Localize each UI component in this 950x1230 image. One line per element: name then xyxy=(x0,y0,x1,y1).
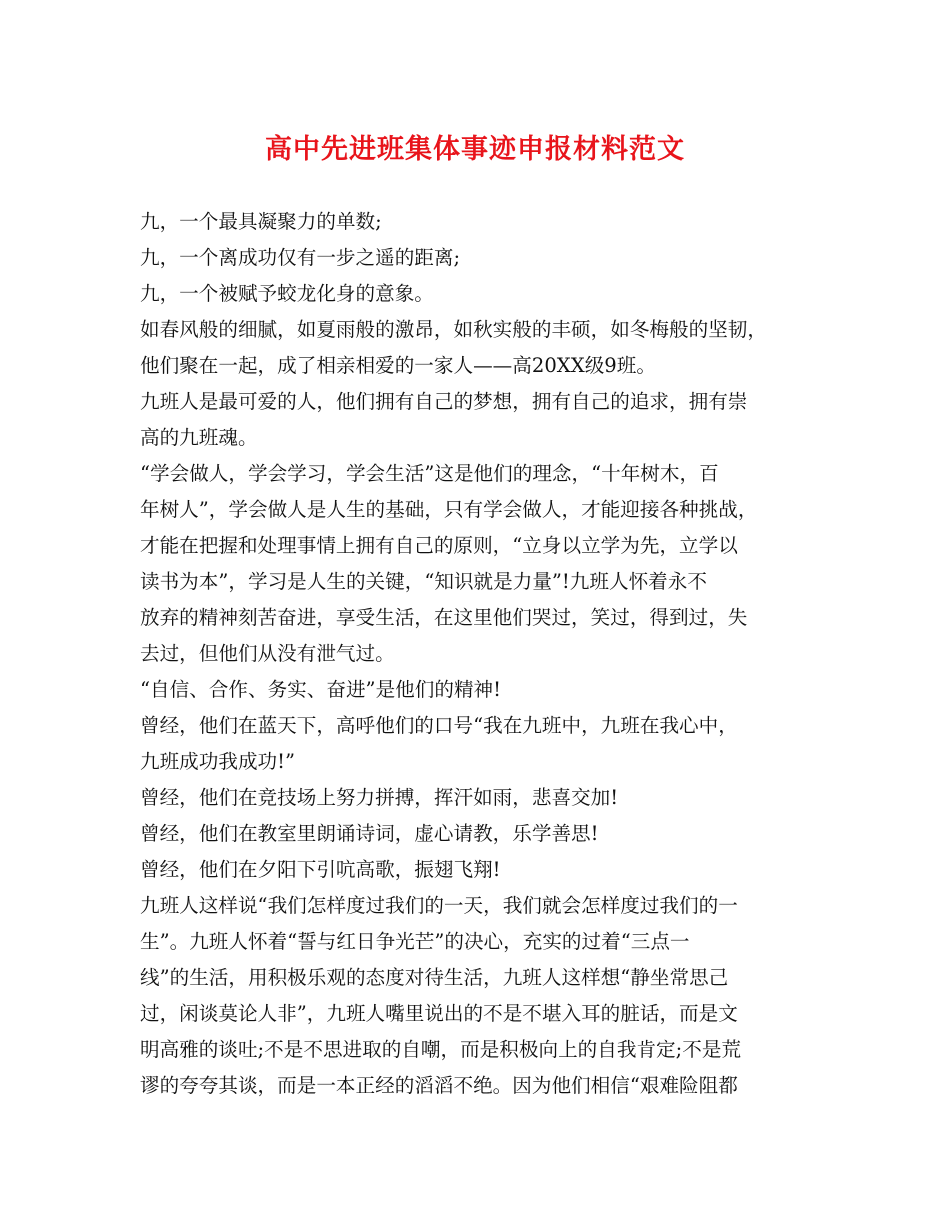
paragraph-line: 放弃的精神刻苦奋进，享受生活，在这里他们哭过，笑过，得到过，失 xyxy=(140,606,748,629)
paragraph-line: 年树人”，学会做人是人生的基础，只有学会做人，才能迎接各种挑战， xyxy=(140,498,758,521)
paragraph-line: 曾经，他们在蓝天下，高呼他们的口号“我在九班中，九班在我心中， xyxy=(140,714,738,737)
paragraph-line: 曾经，他们在竞技场上努力拼搏，挥汗如雨，悲喜交加! xyxy=(140,786,619,809)
paragraph-line: 明高雅的谈吐;不是不思进取的自嘲，而是积极向上的自我肯定;不是荒 xyxy=(140,1038,742,1061)
paragraph-line: 九，一个被赋予蛟龙化身的意象。 xyxy=(140,282,434,305)
paragraph-line: 过，闲谈莫论人非”，九班人嘴里说出的不是不堪入耳的脏话，而是文 xyxy=(140,1002,738,1025)
paragraph-line: 曾经，他们在夕阳下引吭高歌，振翅飞翔! xyxy=(140,858,501,881)
paragraph-line: 九班人这样说“我们怎样度过我们的一天，我们就会怎样度过我们的一 xyxy=(140,894,738,917)
paragraph-line: 九，一个最具凝聚力的单数; xyxy=(140,210,382,233)
document-body xyxy=(140,204,830,1104)
paragraph-line: 九，一个离成功仅有一步之遥的距离; xyxy=(140,246,461,269)
paragraph-line: 他们聚在一起，成了相亲相爱的一家人——高20XX级9班。 xyxy=(140,354,656,377)
paragraph-line: “自信、合作、务实、奋进”是他们的精神! xyxy=(140,678,502,701)
paragraph-line: 九班成功我成功!” xyxy=(140,750,296,773)
paragraph-line: “学会做人，学会学习，学会生活”这是他们的理念，“十年树木，百 xyxy=(140,462,719,485)
paragraph-line: 才能在把握和处理事情上拥有自己的原则，“立身以立学为先，立学以 xyxy=(140,534,738,557)
paragraph-line: 去过，但他们从没有泄气过。 xyxy=(140,642,395,665)
document-title: 高中先进班集体事迹申报材料范文 xyxy=(265,134,685,165)
paragraph-line: 曾经，他们在教室里朗诵诗词，虚心请教，乐学善思! xyxy=(140,822,599,845)
paragraph-line: 如春风般的细腻，如夏雨般的激昂，如秋实般的丰硕，如冬梅般的坚韧， xyxy=(140,318,767,341)
paragraph-line: 生”。九班人怀着“誓与红日争光芒”的决心，充实的过着“三点一 xyxy=(140,930,690,953)
paragraph-line: 线”的生活，用积极乐观的态度对待生活，九班人这样想“静坐常思己 xyxy=(140,966,729,989)
paragraph-line: 谬的夸夸其谈，而是一本正经的滔滔不绝。因为他们相信“艰难险阻都 xyxy=(140,1074,738,1097)
paragraph-line: 高的九班魂。 xyxy=(140,426,258,449)
paragraph-line: 九班人是最可爱的人，他们拥有自己的梦想，拥有自己的追求，拥有崇 xyxy=(140,390,748,413)
paragraph-line: 读书为本”，学习是人生的关键，“知识就是力量”!九班人怀着永不 xyxy=(140,570,707,593)
